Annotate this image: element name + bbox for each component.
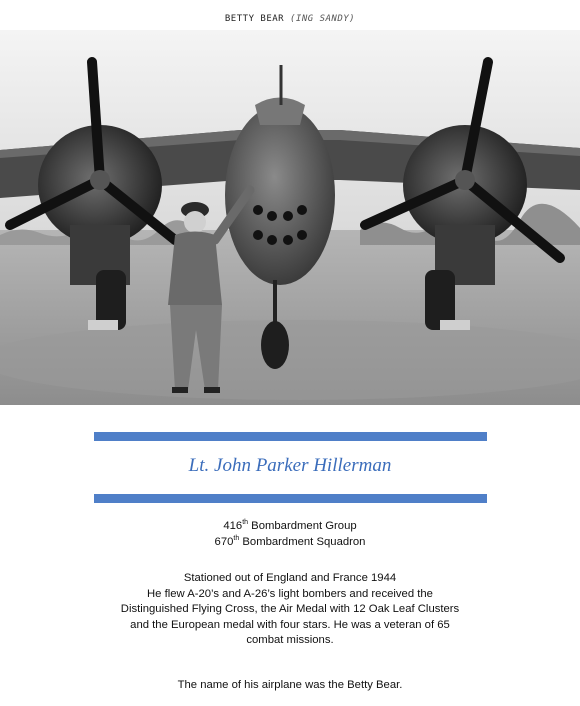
squadron-label: Bombardment Squadron [239,535,366,548]
bio-line: and the European medal with four stars. He was a veteran of 65 [130,618,450,631]
group-label: Bombardment Group [248,520,357,532]
photo-caption-name: BETTY BEAR [224,14,285,24]
top-accent-rule [94,432,487,441]
bottom-accent-rule [94,494,487,503]
squadron-line [0,535,580,551]
closing-sentence: The name of his airplane was the Betty Bear. [177,679,403,691]
person-name: Lt. John Parker Hillerman [188,455,392,476]
group-number: 416 [223,520,243,532]
bio-line: combat missions. [246,634,334,646]
squadron-number: 670 [214,535,234,548]
photo-caption-note: (ING SANDY) [290,14,356,24]
photo-caption [0,14,580,24]
group-line [0,519,580,535]
group-suffix: th [242,519,249,527]
squadron-suffix: th [233,534,240,542]
bio-line: Distinguished Flying Cross, the Air Medal with 12 Oak Leaf Clusters [120,603,460,615]
bio-line: He flew A-20’s and A-26’s light bombers and received the [147,587,433,600]
bio-line: Stationed out of England and France 1944 [183,572,397,584]
bio-paragraph [0,571,580,649]
units-block [0,519,580,550]
airplane-photo [0,30,580,405]
